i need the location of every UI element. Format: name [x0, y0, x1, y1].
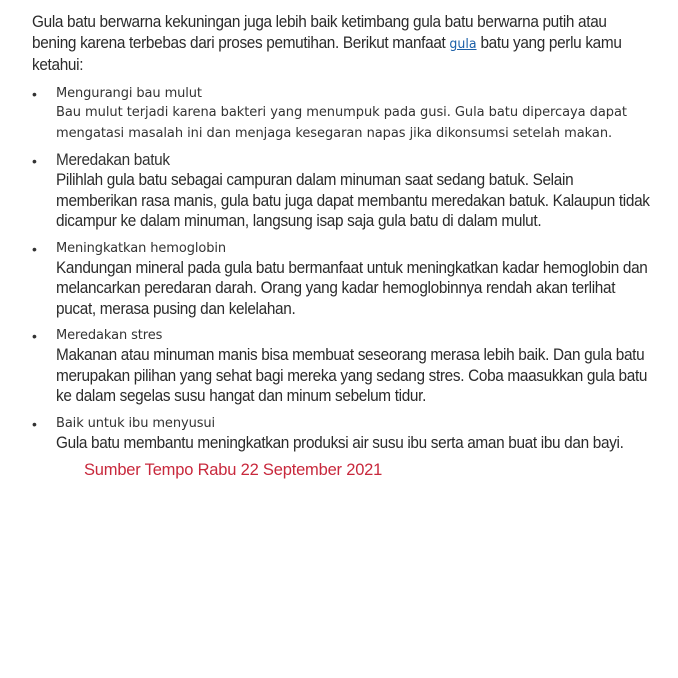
benefit-title: Meningkatkan hemoglobin: [56, 240, 227, 256]
benefit-title: Mengurangi bau mulut: [56, 86, 202, 101]
list-item: [32, 414, 652, 454]
list-item: [32, 151, 652, 232]
bullet-icon: •: [32, 328, 37, 344]
benefits-list: [32, 84, 652, 453]
benefit-body: Kandungan mineral pada gula batu bermanfaat untuk meningkatkan kadar hemoglobin dan melancarkan peredaran darah. Orang yang kadar hemoglobinnya rendah akan terlihat pucat, merasa pusing dan kelelahan.: [56, 258, 648, 318]
gula-link[interactable]: gula: [449, 36, 477, 52]
benefit-body: Gula batu membantu meningkatkan produksi air susu ibu serta aman buat ibu dan bayi.: [56, 433, 624, 452]
benefit-body: Bau mulut terjadi karena bakteri yang menumpuk pada gusi. Gula batu dipercaya dapat mengatasi masalah ini dan menjaga kesegaran napas jika dikonsumsi setelah makan.: [56, 105, 627, 141]
bullet-icon: •: [32, 86, 37, 102]
benefit-title: Baik untuk ibu menyusui: [56, 415, 216, 431]
document: [32, 12, 652, 480]
list-item: [32, 239, 652, 320]
bullet-icon: •: [32, 240, 37, 257]
intro-paragraph: [32, 12, 646, 76]
benefit-title: Meredakan stres: [56, 328, 163, 343]
bullet-icon: •: [32, 415, 37, 432]
benefit-title: Meredakan batuk: [56, 151, 170, 169]
benefit-body: Pilihlah gula batu sebagai campuran dalam minuman saat sedang batuk. Selain memberikan rasa manis, gula batu juga dapat membantu meredakan batuk. Kalaupun tidak dicampur ke dalam minuman, langsung isap saja gula batu di dalam mulut.: [56, 171, 650, 230]
source-citation: Sumber Tempo Rabu 22 September 2021: [84, 461, 383, 479]
list-item: [32, 326, 652, 407]
intro-text-after: batu yang perlu kamu ketahui:: [32, 34, 622, 74]
intro-text-before: Gula batu berwarna kekuningan juga lebih baik ketimbang gula batu berwarna putih atau bening karena terbebas dari proses pemutihan. Berikut manfaat: [32, 13, 607, 52]
bullet-icon: •: [32, 153, 37, 169]
benefit-body: Makanan atau minuman manis bisa membuat seseorang merasa lebih baik. Dan gula batu merupakan pilihan yang sehat bagi mereka yang sedang stres. Coba maasukkan gula batu ke dalam segelas susu hangat dan minum sebelum tidur.: [56, 346, 648, 405]
list-item: [32, 84, 652, 144]
